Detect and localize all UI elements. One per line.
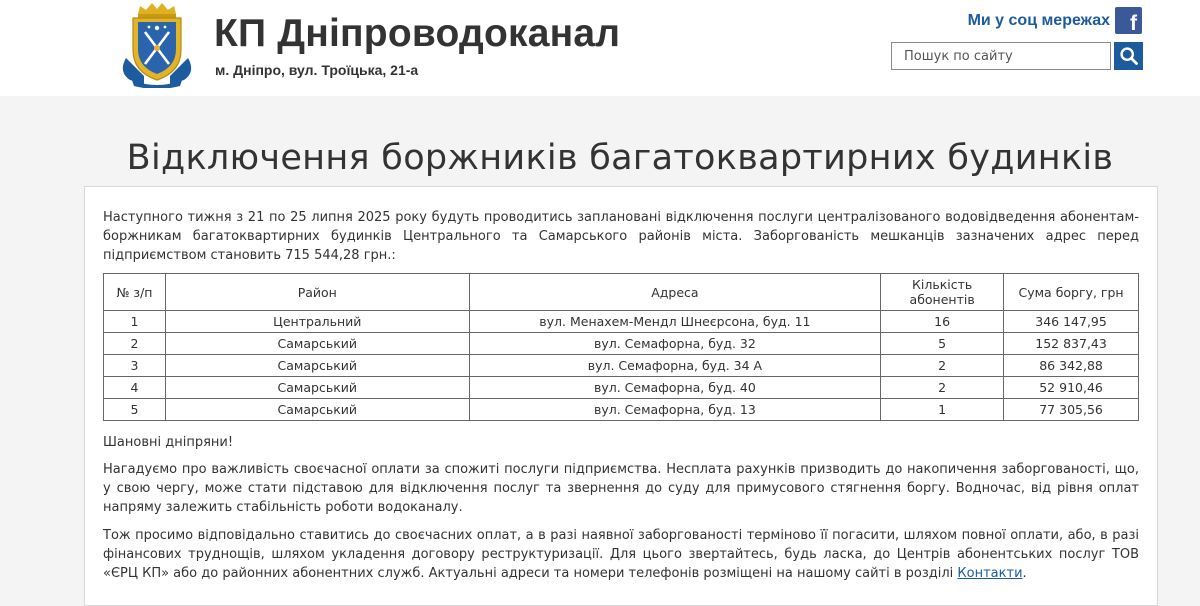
cell-district: Центральний [165, 311, 469, 333]
cell-num: 5 [104, 399, 166, 421]
cell-count: 16 [881, 311, 1004, 333]
cell-address: вул. Менахем-Мендл Шнеєрсона, буд. 11 [469, 311, 881, 333]
cell-num: 1 [104, 311, 166, 333]
cell-district: Самарський [165, 333, 469, 355]
cell-address: вул. Семафорна, буд. 13 [469, 399, 881, 421]
city-coat-of-arms-logo[interactable] [116, 0, 198, 88]
site-search [891, 42, 1143, 70]
cell-address: вул. Семафорна, буд. 32 [469, 333, 881, 355]
request-text: Тож просимо відповідально ставитись до своєчасних оплат, а в разі наявної заборгованості терміново її погасити, шляхом повної оплати, або, в разі фінансових труднощів, шляхом укладення договору реструктуризації. Для цього звертайтесь, будь ласка, до Центрів абонентських послуг ТОВ «ЄРЦ КП» або до районних абонентних служб. Актуальні адреси та номери телефонів розміщені на нашому сайті в розділі [103, 528, 1139, 581]
table-row [104, 377, 1139, 399]
intro-paragraph: Наступного тижня з 21 по 25 липня 2025 року будуть проводитись заплановані відключення послуги централізованого водовідведення абонентам-боржникам багатоквартирних будинків Центрального та Самарського районів міста. Заборгованість мешканців зазначених адрес перед підприємством становить 715 544,28 грн.: [103, 210, 1139, 263]
request-end: . [1022, 566, 1027, 581]
page-title: Відключення боржників багатоквартирних будинків [126, 138, 1114, 178]
greeting: Шановні дніпряни! [103, 435, 234, 450]
cell-sum: 86 342,88 [1004, 355, 1139, 377]
header-district: Район [165, 274, 469, 311]
cell-count: 2 [881, 355, 1004, 377]
cell-district: Самарський [165, 355, 469, 377]
cell-count: 2 [881, 377, 1004, 399]
reminder-paragraph: Нагадуємо про важливість своєчасної оплати за спожиті послуги підприємства. Несплата рахунків призводить до накопичення заборгованості, що, у свою чергу, може стати підставою для відключення послуг та звернення до суду для примусового стягнення боргу. Водночас, від рівня оплат напряму залежить стабільність роботи водоканалу. [103, 462, 1139, 515]
table-row [104, 333, 1139, 355]
search-button[interactable] [1114, 42, 1143, 70]
search-icon [1119, 46, 1139, 66]
cell-address: вул. Семафорна, буд. 40 [469, 377, 881, 399]
social-label: Ми у соц мережах [967, 11, 1110, 29]
search-input[interactable] [891, 42, 1111, 70]
contacts-link[interactable]: Контакти [957, 566, 1023, 581]
cell-district: Самарський [165, 377, 469, 399]
cell-district: Самарський [165, 399, 469, 421]
cell-sum: 77 305,56 [1004, 399, 1139, 421]
table-header-row [104, 274, 1139, 311]
header-num: № з/п [104, 274, 166, 311]
site-address: м. Дніпро, вул. Троїцька, 21-а [215, 62, 419, 78]
cell-num: 3 [104, 355, 166, 377]
header-sum: Сума боргу, грн [1004, 274, 1139, 311]
site-title[interactable]: КП Дніпроводоканал [214, 12, 621, 55]
table-row [104, 355, 1139, 377]
cell-num: 4 [104, 377, 166, 399]
table-row [104, 399, 1139, 421]
cell-num: 2 [104, 333, 166, 355]
header-count: Кількість абонентів [881, 274, 1004, 311]
facebook-icon[interactable]: f [1115, 7, 1142, 34]
cell-count: 5 [881, 333, 1004, 355]
cell-address: вул. Семафорна, буд. 34 А [469, 355, 881, 377]
request-paragraph [103, 526, 1139, 583]
debtors-table [103, 273, 1139, 421]
table-row [104, 311, 1139, 333]
cell-sum: 346 147,95 [1004, 311, 1139, 333]
cell-count: 1 [881, 399, 1004, 421]
cell-sum: 152 837,43 [1004, 333, 1139, 355]
header-address: Адреса [469, 274, 881, 311]
cell-sum: 52 910,46 [1004, 377, 1139, 399]
article-content [84, 186, 1158, 606]
site-header [0, 0, 1200, 96]
social-links [968, 7, 1142, 34]
